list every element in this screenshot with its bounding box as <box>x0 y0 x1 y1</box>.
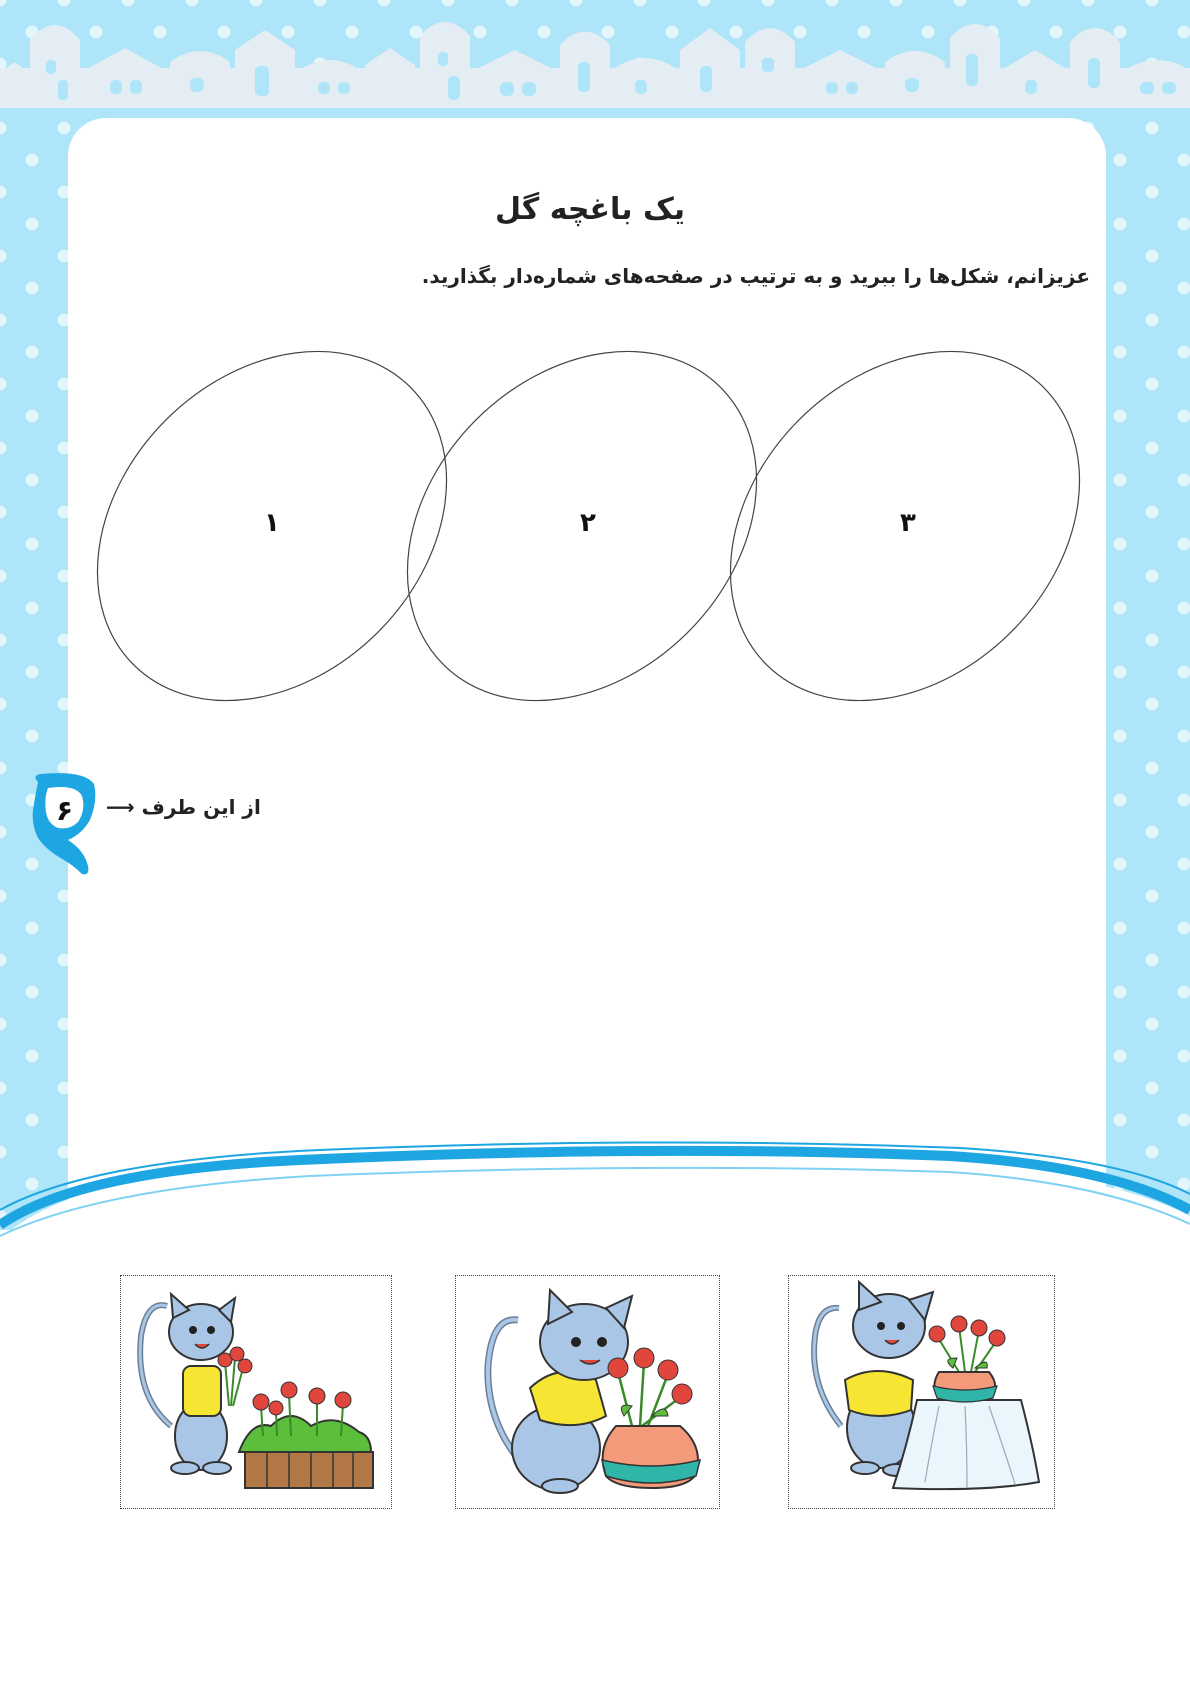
cat-garden-bed-illustration <box>121 1276 391 1508</box>
wave-divider <box>0 1130 1190 1240</box>
cutout-card-2[interactable] <box>455 1275 720 1509</box>
cat-table-illustration <box>789 1276 1054 1508</box>
cat-vase-illustration <box>456 1276 719 1508</box>
numbered-slots <box>0 0 1190 760</box>
cutout-card-3[interactable] <box>788 1275 1055 1509</box>
direction-hint: از این طرف ⟶ <box>106 795 261 819</box>
slot-number-1: ۱ <box>264 508 280 538</box>
instruction-text: عزیزانم، شکل‌ها را ببرید و به ترتیب در صفحه‌های شماره‌دار بگذارید. <box>421 264 1090 288</box>
page-number: ۶ <box>56 794 74 827</box>
cutout-card-1[interactable] <box>120 1275 392 1509</box>
page-title: یک باغچه گل <box>495 192 685 227</box>
slot-number-2: ۲ <box>580 508 596 538</box>
slot-number-3: ۳ <box>900 508 916 538</box>
